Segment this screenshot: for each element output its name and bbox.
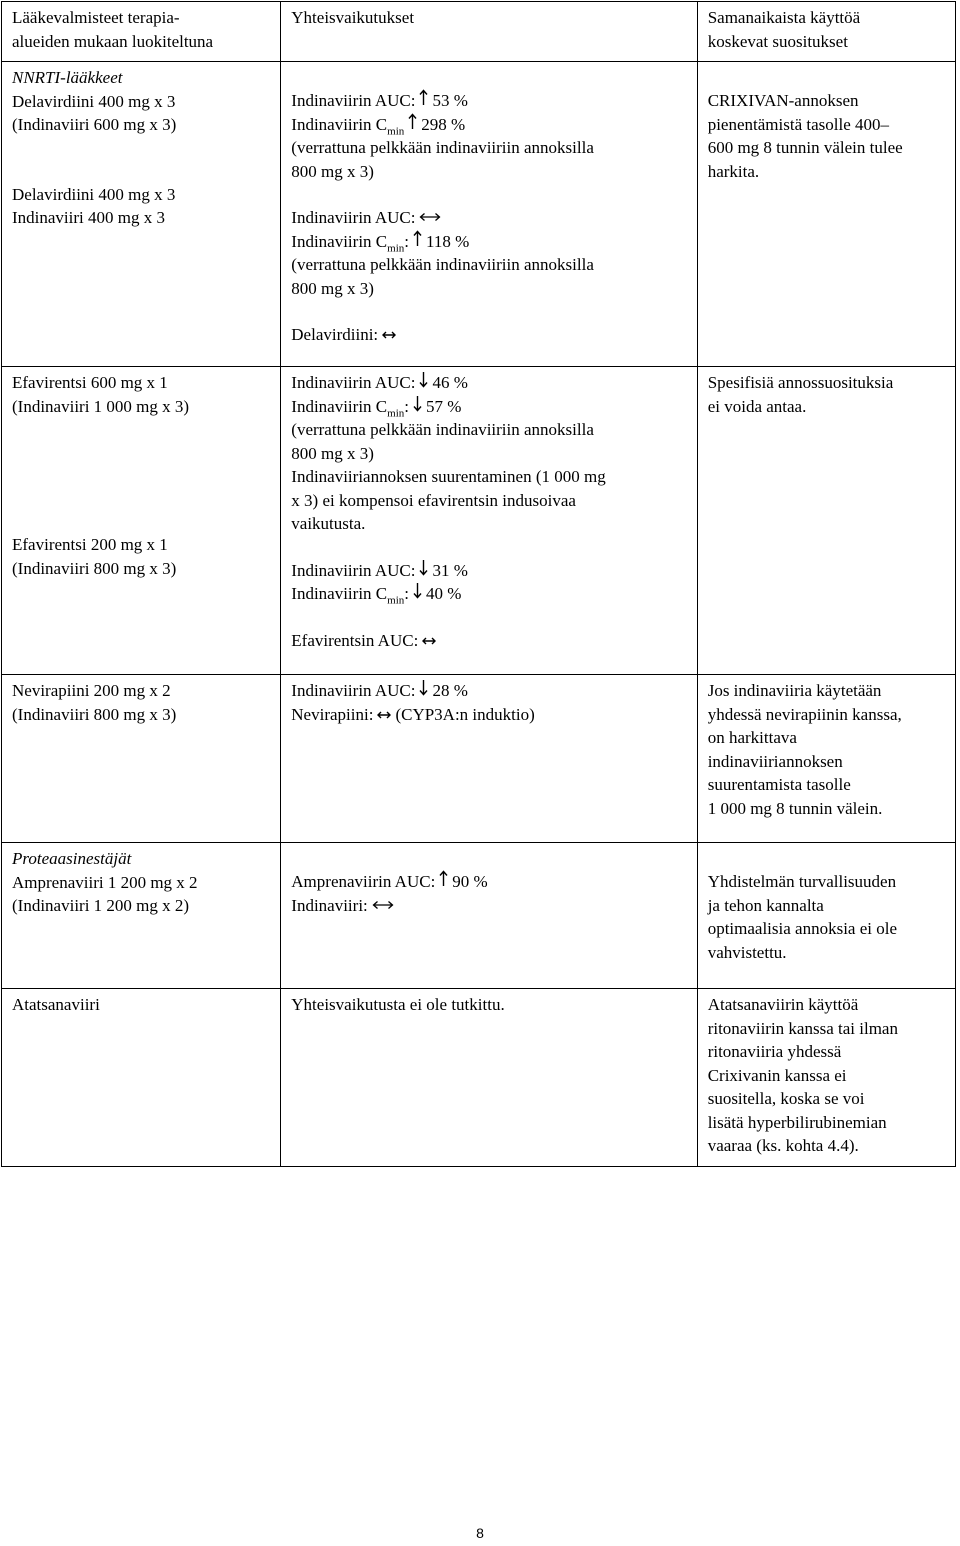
nnrti-drug-cell: NNRTI-lääkkeet Delavirdiini 400 mg x 3 (Indinaviiri 600 mg x 3) Delavirdiini 400 mg x 3 Indinaviiri 400 mg x 3 (2, 62, 280, 238)
efavirenz-drug-cell: Efavirentsi 600 mg x 1 (Indinaviiri 1 000 mg x 3) Efavirentsi 200 mg x 1 (Indinaviiri 800 mg x 3) (12, 373, 190, 578)
left-right-arrow-icon (372, 894, 394, 918)
arrow-down-icon (419, 559, 428, 583)
atazanavir-drug-cell: Atatsanaviiri (12, 995, 100, 1014)
protease-atazanavir-row (2, 989, 956, 1167)
amprenavir-recommendation: Yhdistelmän turvallisuuden ja tehon kannalta optimaalisia annoksia ei ole vahvistettu. (707, 872, 898, 962)
atazanavir-recommendation: Atatsanaviirin käyttöä ritonaviirin kanssa tai ilman ritonaviiria yhdessä Crixivanin kanssa ei suositella, koska se voi lisätä hyperbilirubinemian vaaraa (ks. kohta 4.4). (707, 995, 898, 1155)
header-col-interactions: Yhteisvaikutukset (291, 8, 415, 27)
nnrti-efavirenz-row (2, 367, 956, 675)
header-row (2, 2, 956, 62)
arrow-down-icon (419, 371, 428, 395)
nnrti-delavirdine-row (2, 62, 956, 367)
arrow-down-icon (413, 582, 422, 606)
arrow-up-icon (439, 870, 448, 894)
efavirenz-effects: Indinaviirin AUC: 46 % Indinaviirin $C_{min}$: 57 % (verrattuna pelkkään indinaviiriin annoksilla 800 mg x 3) Indinaviiriannoksen suurentaminen (1 000 mg x 3) ei kompensoi efavirentsin indusoivaa vaikutusta. Indinaviirin AUC: 31 % Indinaviirin $C_{min}$: 40 % Efavirentsin AUC: (281, 367, 696, 660)
arrow-down-icon (413, 395, 422, 419)
nnrti-nevirapine-row (2, 675, 956, 843)
protease-amprenavir-row (2, 843, 956, 989)
nnrti-delavirdine-effects: Indinaviirin AUC: 53 % Indinaviirin $C_{min}$ 298 % (verrattuna pelkkään indinaviiriin annoksilla 800 mg x 3) Indinaviirin AUC: Indinaviirin $C_{min}$: 118 % (verrattuna pelkkään indinaviiriin annoksilla 800 mg x 3) Delavirdiini: (281, 62, 696, 355)
interaction-table (1, 1, 956, 1167)
left-right-arrow-icon (422, 629, 436, 653)
header-col-drugs: Lääkevalmisteet terapia- alueiden mukaan luokiteltuna (12, 8, 214, 51)
header-col-recommendations: Samanaikaista käyttöä koskevat suositukset (707, 8, 861, 51)
left-right-arrow-icon (382, 323, 396, 347)
efavirenz-recommendation: Spesifisiä annossuosituksia ei voida antaa. (707, 373, 894, 416)
nevirapine-recommendation: Jos indinaviiria käytetään yhdessä nevirapiinin kanssa, on harkittava indinaviiriannoksen suurentamista tasolle 1 000 mg 8 tunnin välein. (707, 681, 902, 818)
left-right-arrow-icon (419, 206, 441, 230)
nnrti-delavirdine-recommendation: CRIXIVAN-annoksen pienentämistä tasolle 400– 600 mg 8 tunnin välein tulee harkita. (707, 91, 903, 181)
nevirapine-effects: Indinaviirin AUC: 28 % Nevirapiini: (CYP3A:n induktio) (281, 675, 696, 734)
arrow-down-icon (419, 679, 428, 703)
section-label-nnrti: NNRTI-lääkkeet (12, 68, 123, 87)
arrow-up-icon (419, 89, 428, 113)
arrow-up-icon (408, 113, 417, 137)
amprenavir-drug-cell: Proteaasinestäjät Amprenaviiri 1 200 mg x 2 (Indinaviiri 1 200 mg x 2) (2, 843, 280, 926)
section-label-protease: Proteaasinestäjät (12, 849, 132, 868)
page-number: 8 (476, 1525, 484, 1541)
arrow-up-icon (413, 230, 422, 254)
atazanavir-effects: Yhteisvaikutusta ei ole tutkittu. (291, 995, 505, 1014)
amprenavir-effects: Amprenaviirin AUC: 90 % Indinaviiri: (281, 843, 696, 925)
nevirapine-drug-cell: Nevirapiini 200 mg x 2 (Indinaviiri 800 mg x 3) (12, 681, 177, 724)
left-right-arrow-icon (377, 703, 391, 727)
